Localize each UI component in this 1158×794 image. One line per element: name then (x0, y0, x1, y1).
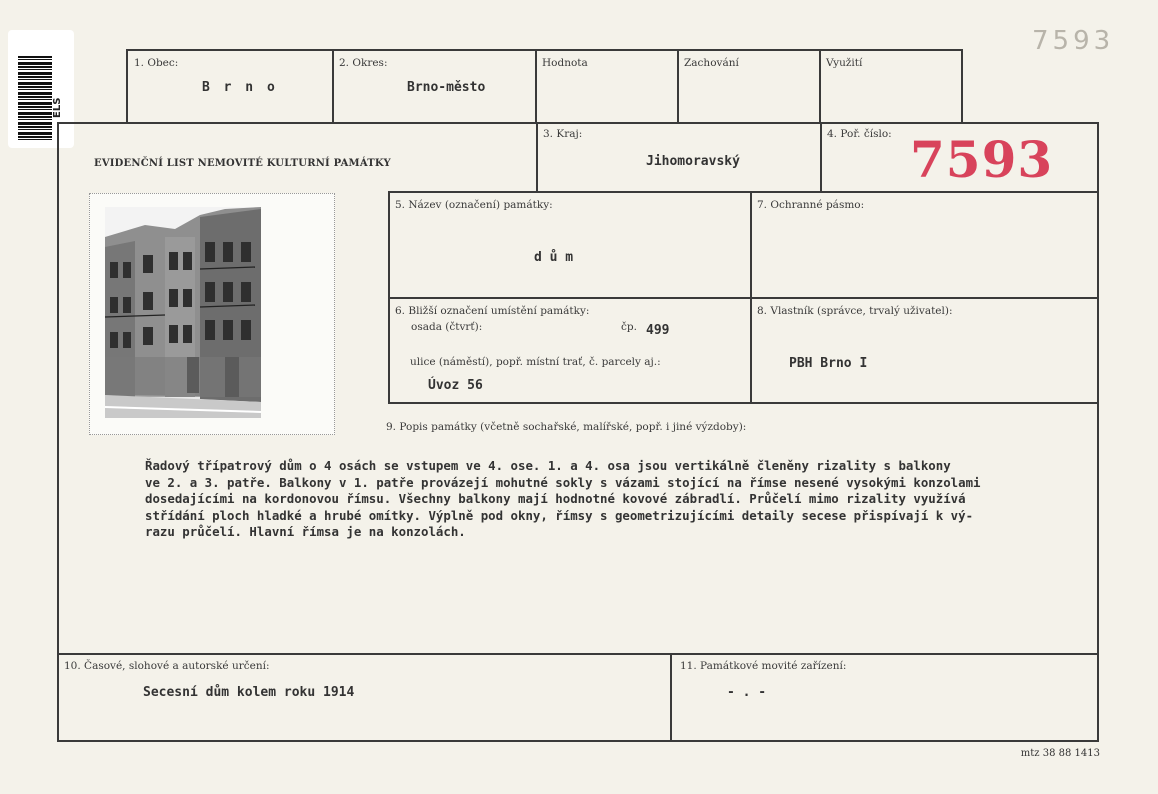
nazev-label: 5. Název (označení) památky: (395, 199, 553, 211)
casove-urceni-value: Secesní dům kolem roku 1914 (143, 685, 355, 700)
ulice-label: ulice (náměstí), popř. místní trať, č. parcely aj.: (410, 356, 661, 368)
popis-text: Řadový třípatrový dům o 4 osách se vstupem ve 4. ose. 1. a 4. osa jsou vertikálně členěny rizality s balkony ve 2. a 3. patře. Balkony v 1. patře provázejí mohutné sokly s vázami stojící na římse nesené vysokými konzolami dosedajícími na kordonovou římsu. Všechny balkony mají hodnotné kovové zábradlí. Průčelí mimo rizality využívá střídání ploch hladké a hrubé omítky. Výplně pod okny, římsy s geometrizujícími detaily secese přispívají k vý- razu průčelí. Hlavní římsa je na konzolách. (145, 458, 981, 539)
form-code: mtz 38 88 1413 (1020, 748, 1100, 759)
okres-value: Brno-město (407, 80, 486, 95)
building-photo-image (105, 207, 261, 418)
ulice-value: Úvoz 56 (428, 378, 483, 393)
photo-frame (89, 193, 335, 435)
vyuziti-label: Využití (826, 57, 863, 69)
por-cislo-label: 4. Poř. číslo: (827, 128, 892, 140)
okres-label: 2. Okres: (339, 57, 388, 69)
card-title: EVIDENČNÍ LIST NEMOVITÉ KULTURNÍ PAMÁTKY (94, 158, 391, 169)
kraj-value: Jihomoravský (646, 154, 740, 169)
kraj-label: 3. Kraj: (543, 128, 583, 140)
barcode-sticker (8, 30, 74, 148)
barcode-icon (18, 56, 52, 140)
popis-label: 9. Popis památky (včetně sochařské, malířské, popř. i jiné výzdoby): (386, 421, 747, 433)
obec-value: B r n o (202, 80, 278, 95)
por-cislo-value: 7593 (910, 130, 1054, 189)
obec-label: 1. Obec: (134, 57, 179, 69)
hodnota-label: Hodnota (542, 57, 588, 69)
vlastnik-value: PBH Brno I (789, 356, 868, 371)
vlastnik-label: 8. Vlastník (správce, trvalý uživatel): (757, 305, 953, 317)
cp-label: čp. (621, 321, 637, 333)
osada-label: osada (čtvrť): (411, 321, 483, 333)
movite-zarizeni-label: 11. Památkové movité zařízení: (680, 660, 847, 672)
barcode-label: ELS (52, 97, 63, 118)
movite-zarizeni-value: - . - (727, 685, 767, 700)
building-photo (105, 207, 261, 418)
zachovani-label: Zachování (684, 57, 739, 69)
casove-urceni-label: 10. Časové, slohové a autorské určení: (64, 660, 270, 672)
umisteni-label: 6. Bližší označení umístění památky: (395, 305, 590, 317)
pencil-mark: 7593 (1032, 26, 1115, 56)
cp-value: 499 (646, 323, 670, 338)
ochranne-pasmo-label: 7. Ochranné pásmo: (757, 199, 865, 211)
nazev-value: d ů m (534, 250, 574, 265)
